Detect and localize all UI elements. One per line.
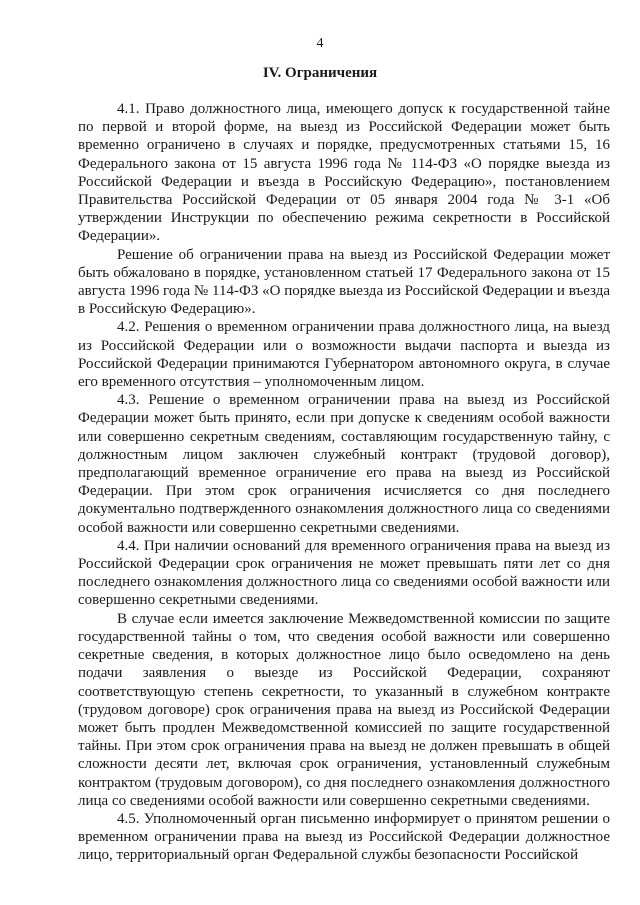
document-body [78, 100, 610, 865]
paragraph-extension: В случае если имеется заключение Межведомственной комиссии по защите государственной тайны о том, что сведения особой важности или совершенно секретные сведения, в которых должностное лицо было осведомлено на день подачи заявления о выезде из Российской Федерации, сохраняют соответствующую степень секретности, то указанный в служебном контракте (трудовом договоре) срок ограничения права на выезд из Российской Федерации может быть продлен Межведомственной комиссией по защите государственной тайны. При этом срок ограничения права на выезд не должен превышать в общей сложности десяти лет, включая срок ограничения, установленный служебным контрактом (трудовым договором), со дня последнего ознакомления должностного лица со сведениями особой важности или совершенно секретными сведениями. [78, 610, 610, 809]
page-number: 4 [316, 36, 324, 51]
section-title: IV. Ограничения [262, 65, 378, 81]
paragraph-4-4: 4.4. При наличии оснований для временного ограничения права на выезд из Российской Федерации срок ограничения не может превышать пяти лет со дня последнего ознакомления должностного лица со сведениями особой важности или совершенно секретными сведениями. [78, 537, 610, 609]
paragraph-4-5: 4.5. Уполномоченный орган письменно информирует о принятом решении о временном ограничении права на выезд из Российской Федерации должностное лицо, территориальный орган Федеральной службы безопасности Российской [78, 810, 610, 864]
paragraph-4-1: 4.1. Право должностного лица, имеющего допуск к государственной тайне по первой и второй форме, на выезд из Российской Федерации может быть временно ограничено в случаях и порядке, предусмотренных статьями 15, 16 Федерального закона от 15 августа 1996 года № 114-ФЗ «О порядке выезда из Российской Федерации и въезда в Российскую Федерацию», постановлением Правительства Российской Федерации от 05 января 2004 года № 3-1 «Об утверждении Инструкции по обеспечению режима секретности в Российской Федерации». [78, 101, 610, 245]
paragraph-4-2: 4.2. Решения о временном ограничении права должностного лица, на выезд из Российской Федерации или о возможности выдачи паспорта и выезда из Российской Федерации принимаются Губернатором автономного округа, в случае его временного отсутствия – уполномоченным лицом. [78, 319, 610, 391]
paragraph-4-3: 4.3. Решение о временном ограничении права на выезд из Российской Федерации может быть принято, если при допуске к сведениям особой важности или совершенно секретным сведениям, составляющим государственную тайну, с должностным лицом заключен служебный контракт (трудовой договор), предполагающий временное ограничение его права на выезд из Российской Федерации. При этом срок ограничения исчисляется со дня последнего документально подтвержденного ознакомления должностного лица со сведениями особой важности или совершенно секретными сведениями. [78, 392, 610, 536]
paragraph-appeal: Решение об ограничении права на выезд из Российской Федерации может быть обжаловано в порядке, установленном статьей 17 Федерального закона от 15 августа 1996 года № 114-ФЗ «О порядке выезда из Российской Федерации и въезда в Российскую Федерацию». [78, 246, 610, 318]
